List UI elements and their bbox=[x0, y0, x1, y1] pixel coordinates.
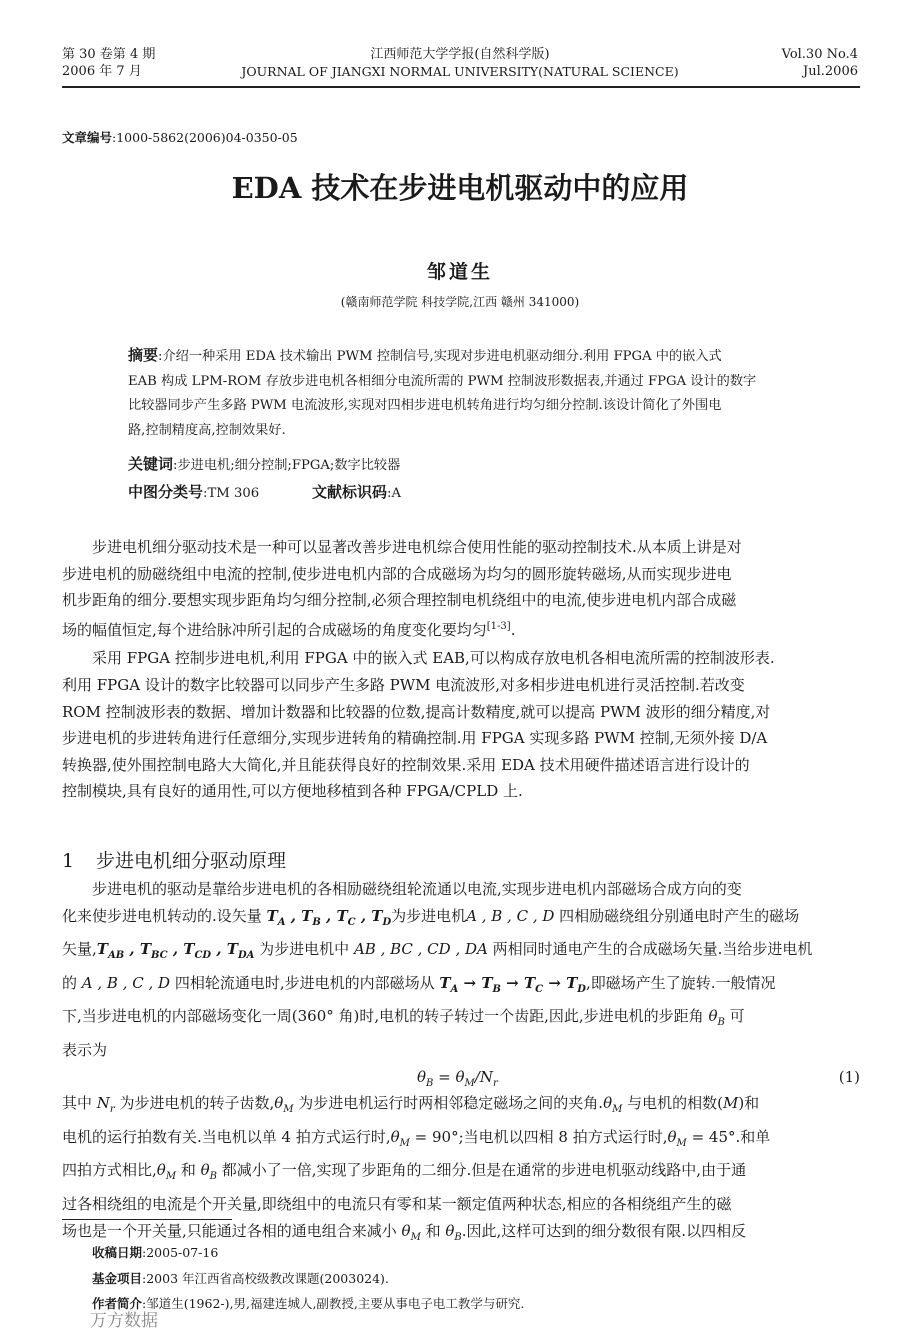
header-rule bbox=[62, 86, 860, 88]
section-1-title: 步进电机细分驱动原理 bbox=[96, 850, 287, 872]
introduction bbox=[62, 534, 860, 805]
volume-en: Vol.30 No.4 bbox=[781, 47, 858, 62]
section-1-body bbox=[62, 876, 860, 1251]
abstract-line-3: 比较器同步产生多路 PWM 电流波形,实现对四相步进电机转角进行均匀细分控制.该设计简化了外围电 bbox=[128, 398, 722, 413]
page-title: EDA 技术在步进电机驱动中的应用 bbox=[231, 171, 689, 205]
s1-line-9: 四拍方式相比$,\theta_M$ 和 $\theta_B$ 都减小了一倍,实现了步距角的二细分.但是在通常的步进电机驱动线路中,由于通 bbox=[62, 1161, 747, 1183]
date-en: Jul.2006 bbox=[803, 64, 858, 79]
article-id-label: 文章编号 bbox=[62, 130, 113, 145]
equation-1-number: (1) bbox=[838, 1067, 860, 1086]
author-name: 邹道生 bbox=[426, 261, 493, 283]
date-cn: 2006 年 7 月 bbox=[62, 64, 142, 79]
header-right bbox=[782, 46, 858, 80]
footnote-fund: 基金项目:2003 年江西省高校级教改课题(2003024). bbox=[92, 1270, 389, 1286]
intro-p2-line-2: 利用 FPGA 设计的数字比较器可以同步产生多路 PWM 电流波形,对多相步进电机进行灵活控制.若改变 bbox=[62, 675, 745, 694]
intro-p2-line-4: 步进电机的步进转角进行任意细分,实现步进转角的精确控制.用 FPGA 实现多路 PWM 控制,无须外接 D/A bbox=[62, 729, 768, 748]
document-code bbox=[312, 481, 401, 502]
s1-line-1: 步进电机的驱动是靠给步进电机的各相励磁绕组轮流通以电流,实现步进电机内部磁场合成方向的变 bbox=[92, 880, 742, 898]
footnote-author: 作者简介:邹道生(1962-),男,福建连城人,副教授,主要从事电子电工教学与研究. bbox=[92, 1296, 525, 1311]
abstract-line-4: 路,控制精度高,控制效果好. bbox=[128, 422, 286, 438]
doc-code-value: :A bbox=[387, 486, 401, 501]
article-id bbox=[62, 128, 298, 146]
intro-p2-line-6: 控制模块,具有良好的通用性,可以方便地移植到各种 FPGA/CPLD 上. bbox=[62, 782, 523, 801]
clc-label: 中图分类号 bbox=[128, 483, 204, 501]
equation-1: $\theta_B = \theta_M/N_r$ (1) bbox=[62, 1064, 860, 1091]
intro-p1-line-4: 场的幅值恒定,每个进给脉冲所引起的合成磁场的角度变化要均匀 bbox=[62, 620, 487, 639]
keywords-value: :步进电机;细分控制;FPGA;数字比较器 bbox=[173, 458, 401, 473]
author-affiliation: (赣南师范学院 科技学院,江西 赣州 341000) bbox=[340, 295, 580, 309]
abstract-line-2: EAB 构成 LPM-ROM 存放步进电机各相细分电流所需的 PWM 控制波形数据表,并通过 FPGA 设计的数字 bbox=[128, 373, 757, 389]
volume-cn: 第 30 卷第 4 期 bbox=[62, 47, 156, 62]
s1-line-6: 表示为 bbox=[62, 1040, 108, 1059]
clc-number bbox=[128, 481, 259, 502]
s1-line-5: 下,当步进电机的内部磁场变化一周(360° 角)时,电机的转子转过一个齿距,因此,步进电机的步距角 $\theta_B$ 可 bbox=[62, 1007, 745, 1029]
abstract bbox=[128, 343, 800, 443]
intro-p2-line-5: 转换器,使外围控制电路大大简化,并且能获得良好的控制效果.采用 EDA 技术用硬件描述语言进行设计的 bbox=[62, 755, 750, 774]
s1-line-10: 过各相绕组的电流是个开关量,即绕组中的电流只有零和某一额定值两种状态,相应的各相绕组产生的磁 bbox=[62, 1194, 732, 1213]
s1-line-3: 矢量$,T_{AB}$ , $T_{BC}$ , $T_{CD}$ , $T_{DA}$ 为步进电机中 AB , BC , CD , DA 两相同时通电产生的合成磁场矢量.当给步进电机 bbox=[62, 940, 813, 962]
header-left bbox=[62, 46, 155, 80]
article-id-value: :1000-5862(2006)04-0350-05 bbox=[112, 130, 298, 145]
intro-p2-line-3: ROM 控制波形表的数据、增加计数器和比较器的位数,提高计数精度,就可以提高 PWM 波形的细分精度,对 bbox=[62, 702, 771, 721]
citation-ref: [1-3] bbox=[486, 620, 511, 632]
intro-p1-line-1: 步进电机细分驱动技术是一种可以显著改善步进电机综合使用性能的驱动控制技术.从本质上讲是对 bbox=[92, 538, 742, 556]
intro-p1-end: . bbox=[510, 620, 516, 639]
s1-line-8: 电机的运行拍数有关.当电机以单 4 拍方式运行时$,\theta_M = 90^\circ$;当电机以四相 8 拍方式运行时$,\theta_M = 45^\circ$.和单 bbox=[62, 1127, 771, 1149]
s1-line-2: 化来使步进电机转动的.设矢量 $T_A$ , $T_B$ , $T_C$ , $T_D$为步进电机A , B , C , D 四相励磁绕组分别通电时产生的磁场 bbox=[62, 906, 800, 928]
clc-value: :TM 306 bbox=[203, 486, 260, 501]
journal-name-en: JOURNAL OF JIANGXI NORMAL UNIVERSITY(NATURAL SCIENCE) bbox=[241, 64, 679, 79]
abstract-line-1: :介绍一种采用 EDA 技术输出 PWM 控制信号,实现对步进电机驱动细分.利用 FPGA 中的嵌入式 bbox=[158, 349, 722, 364]
footnote-received: 收稿日期:2005-07-16 bbox=[92, 1245, 219, 1260]
keywords bbox=[128, 453, 400, 474]
s1-line-4: 的 A , B , C , D 四相轮流通电时,步进电机的内部磁场从 $T_A \to T_B \to T_C \to T_D$,即磁场产生了旋转.一般情况 bbox=[62, 973, 776, 995]
section-1-heading bbox=[62, 848, 286, 874]
footnote-rule bbox=[62, 1219, 232, 1220]
section-1-number: 1 bbox=[62, 850, 75, 872]
intro-p1-line-3: 机步距角的细分.要想实现步距角均匀细分控制,必须合理控制电机绕组中的电流,使步进电机内部合成磁 bbox=[62, 591, 737, 610]
intro-p1-line-2: 步进电机的励磁绕组中电流的控制,使步进电机内部的合成磁场为均匀的圆形旋转磁场,从而实现步进电 bbox=[62, 564, 732, 583]
intro-p2-line-1: 采用 FPGA 控制步进电机,利用 FPGA 中的嵌入式 EAB,可以构成存放电机各相电流所需的控制波形表. bbox=[92, 649, 775, 668]
abstract-label: 摘要 bbox=[128, 346, 159, 364]
watermark-text: 万方数据 bbox=[90, 1311, 158, 1331]
journal-name-cn: 江西师范大学学报(自然科学版) bbox=[370, 47, 550, 62]
doc-code-label: 文献标识码 bbox=[312, 483, 388, 501]
header-center bbox=[200, 46, 720, 80]
s1-line-7: 其中 $N_r$ 为步进电机的转子齿数$,\theta_M$ 为步进电机运行时两相邻稳定磁场之间的夹角$.\theta_M$ 与电机的相数(M)和 bbox=[62, 1094, 760, 1116]
s1-line-11: 场也是一个开关量,只能通过各相的通电组合来减小 $\theta_M$ 和 $\theta_B$.因此,这样可达到的细分数很有限.以四相反 bbox=[62, 1221, 747, 1243]
keywords-label: 关键词 bbox=[128, 455, 174, 473]
